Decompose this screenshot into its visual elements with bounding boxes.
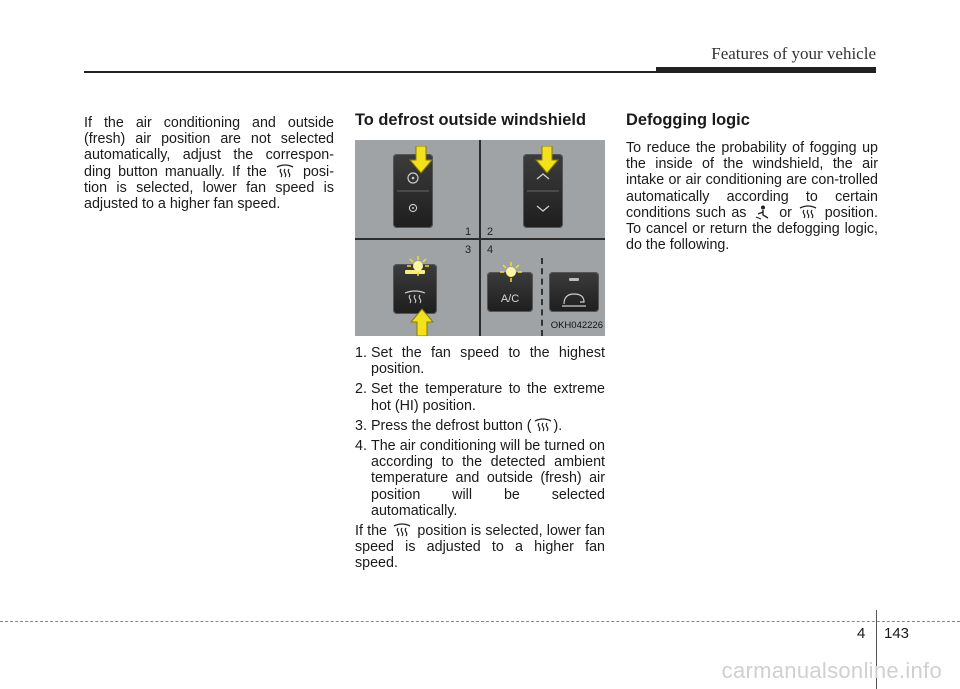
header-rule: [84, 71, 876, 73]
fan-icon: [409, 204, 416, 211]
defogging-heading: Defogging logic: [626, 111, 750, 129]
step-text: Set the temperature to the extreme hot (HI) position.: [371, 381, 605, 414]
footer-rule: [0, 621, 960, 622]
indicator-glow-icon: [403, 256, 433, 276]
air-recirculation-icon: [562, 294, 586, 306]
step-number: 3.: [355, 417, 367, 434]
note-text-after: position is selected, lower fan speed is adjusted to a higher fan speed.: [355, 523, 605, 572]
step-text-before: Press the defrost button (: [371, 417, 532, 434]
defrost-heading: To defrost outside windshield: [355, 111, 586, 129]
chapter-number: 4: [857, 625, 866, 642]
list-item: [355, 345, 605, 377]
middle-column: [355, 111, 605, 572]
step-number: 4.: [355, 438, 367, 455]
indicator-glow-icon: [496, 262, 526, 282]
step-text: The air conditioning will be turned on according to the detected ambient temperature and outside (fresh) air position will be selected automatically.: [371, 438, 605, 519]
fan-icon: [408, 173, 418, 183]
defogging-text-before: To reduce the probability of fogging up the inside of the windshield, the air intake or air conditioning are con-trolled automatically according to certain conditions such as: [626, 140, 878, 221]
arrow-icon: [410, 308, 434, 336]
step-number: 2.: [355, 381, 367, 398]
figure-label-1: 1: [465, 226, 472, 238]
recirculation-button-illustration: [549, 272, 599, 312]
figure-label-4: 4: [487, 244, 494, 256]
defrost-note: [355, 523, 605, 572]
list-item: [355, 418, 605, 434]
right-column: [626, 111, 878, 253]
defrost-icon: [392, 523, 412, 538]
defrost-icon: [533, 418, 553, 433]
arrow-icon: [409, 146, 433, 174]
defogging-paragraph: [626, 140, 878, 253]
step-number: 1.: [355, 345, 367, 361]
ac-label: A/C: [500, 293, 520, 305]
figure-code: OKH042226: [550, 319, 603, 331]
watermark: carmanualsonline.info: [721, 658, 942, 683]
chevron-up-icon: [537, 174, 549, 179]
control-panel-figure: [355, 140, 605, 336]
figure-dashed-divider: [541, 258, 543, 336]
figure-divider-horizontal: [355, 238, 605, 240]
defogging-text-or: or: [779, 204, 792, 221]
page-number: 143: [884, 625, 910, 642]
defrost-icon: [798, 205, 818, 220]
defogging-text-after: position. To cancel or return the defogging logic, do the following.: [626, 204, 878, 254]
left-column: [84, 115, 334, 212]
step-text-after: ).: [553, 417, 563, 434]
steps-list: [355, 345, 605, 519]
step-text: [371, 418, 605, 434]
defrost-icon: [405, 291, 425, 303]
section-title: Features of your vehicle: [711, 44, 876, 63]
figure-label-3: 3: [465, 244, 472, 256]
arrow-icon: [535, 146, 559, 174]
list-item: [355, 438, 605, 519]
intro-text-after: posi-tion is selected, lower fan speed is adjusted to a higher fan speed.: [84, 163, 334, 213]
list-item: [355, 381, 605, 413]
chevron-down-icon: [537, 206, 549, 211]
step-text: Set the fan speed to the highest position.: [371, 345, 605, 378]
intro-text-before: If the air conditioning and outside (fresh) air position are not selected automatically, adjust the correspon-ding button manually. If the: [84, 115, 334, 180]
defrost-icon: [275, 164, 295, 179]
defog-icon: [753, 205, 773, 220]
intro-paragraph: [84, 115, 334, 212]
note-text-before: If the: [355, 523, 388, 540]
figure-label-2: 2: [487, 226, 494, 238]
